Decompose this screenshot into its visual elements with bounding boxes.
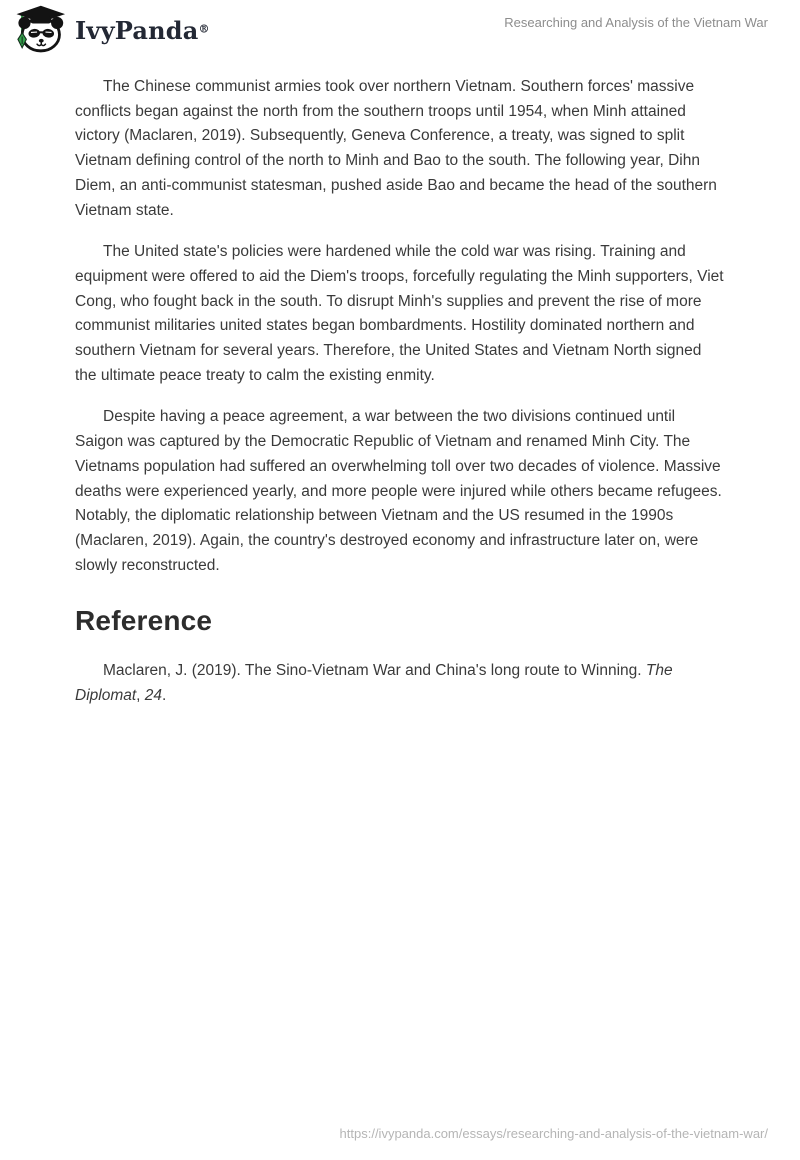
document-title: Researching and Analysis of the Vietnam War	[504, 15, 768, 30]
reference-citation	[75, 659, 725, 708]
brand-name	[75, 16, 209, 45]
ivypanda-logo-icon	[10, 5, 66, 55]
brand-text: IvyPanda	[75, 15, 199, 45]
page-footer	[340, 1126, 768, 1141]
brand	[10, 5, 209, 55]
citation-separator: ,	[136, 687, 145, 705]
source-url[interactable]: https://ivypanda.com/essays/researching-and-analysis-of-the-vietnam-war/	[339, 1126, 768, 1141]
citation-period: .	[162, 687, 167, 705]
citation-text: Maclaren, J. (2019). The Sino-Vietnam War and China's long route to Winning.	[103, 662, 646, 680]
citation-volume: 24	[144, 687, 163, 705]
essay-paragraph-1: The Chinese communist armies took over northern Vietnam. Southern forces' massive conflicts began against the north from the southern troops until 1954, when Minh attained victory (Maclaren, 2019). Subsequently, Geneva Conference, a treaty, was signed to split Vietnam defining control of the north to Minh and Bao to the south. The following year, Dihn Diem, an anti-communist statesman, pushed aside Bao and became the head of the southern Vietnam state.	[75, 78, 717, 219]
essay-body	[75, 62, 725, 709]
essay-paragraph-3: Despite having a peace agreement, a war between the two divisions continued until Saigon was captured by the Democratic Republic of Vietnam and renamed Minh City. The Vietnams population had suffered an overwhelming toll over two decades of violence. Massive deaths were experienced yearly, and more people were injured while others became refugees. Notably, the diplomatic relationship between Vietnam and the US resumed in the 1990s (Maclaren, 2019). Again, the country's destroyed economy and infrastructure later on, were slowly reconstructed.	[75, 408, 722, 574]
page-header	[0, 0, 800, 62]
reference-heading: Reference	[75, 605, 213, 637]
citation-journal: The Diplomat	[75, 662, 673, 705]
registered-trademark: ®	[198, 22, 210, 36]
essay-paragraph-2: The United state's policies were hardened while the cold war was rising. Training and equipment were offered to aid the Diem's troops, forcefully regulating the Minh supporters, Viet Cong, who fought back in the south. To disrupt Minh's supplies and prevent the rise of more communist militaries united states began bombardments. Hostility dominated northern and southern Vietnam for several years. Therefore, the United States and Vietnam North signed the ultimate peace treaty to calm the existing enmity.	[75, 243, 724, 384]
